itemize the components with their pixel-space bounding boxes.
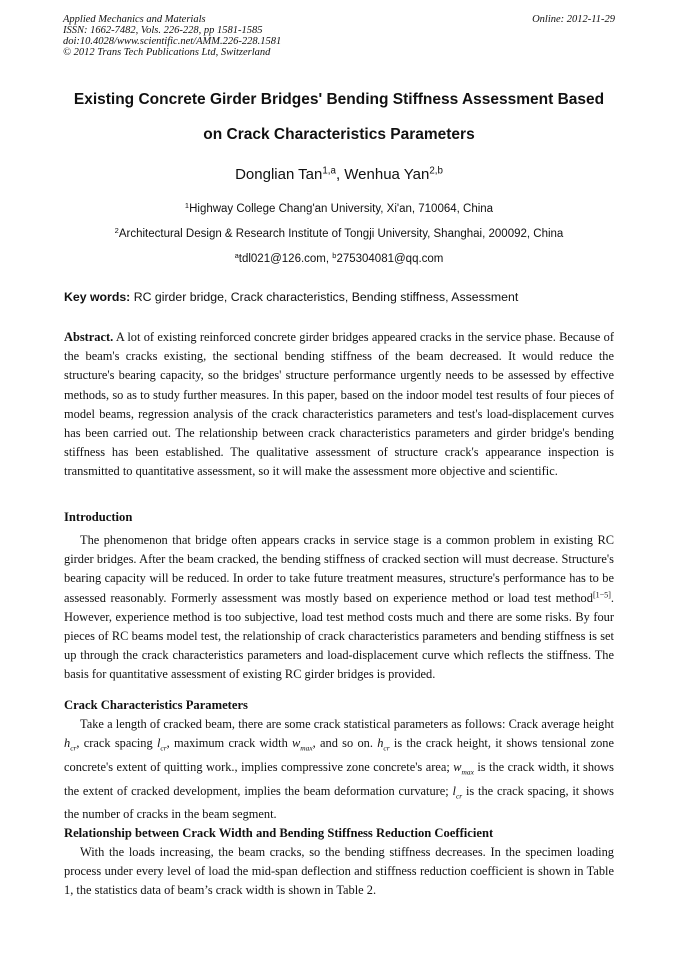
journal-header	[63, 14, 615, 58]
math-subscript: cr	[383, 743, 390, 753]
author-name: Wenhua Yan	[344, 166, 430, 183]
keywords	[64, 290, 616, 304]
paragraph-text: is the crack height, it shows tensional zone concrete's extent of quitting work., implies compressive zone concrete's area;	[64, 736, 614, 774]
keywords-text: RC girder bridge, Crack characteristics, Bending stiffness, Assessment	[130, 290, 519, 304]
author-separator: ,	[335, 166, 345, 183]
math-symbol: l	[452, 783, 456, 798]
paper-title-line-1: Existing Concrete Girder Bridges' Bending Stiffness Assessment Based	[73, 91, 605, 108]
email-marker: b	[332, 250, 337, 260]
section-heading-crack-parameters: Crack Characteristics Parameters	[64, 698, 248, 712]
paragraph-text: , maximum crack width	[166, 736, 293, 751]
email-a: tdl021@126.com,	[238, 253, 333, 265]
math-symbol: h	[64, 736, 71, 751]
email-marker: a	[234, 250, 239, 260]
author-list	[0, 166, 678, 183]
math-subscript: max	[461, 767, 474, 777]
email-b: 275304081@qq.com	[336, 253, 444, 265]
affiliation-1	[0, 200, 678, 215]
math-hcr	[377, 736, 390, 753]
math-lcr	[156, 736, 167, 753]
affiliation-text: Highway College Chang'an University, Xi'an, 710064, China	[189, 203, 494, 215]
introduction-paragraph	[64, 531, 614, 685]
affiliation-2	[0, 225, 678, 240]
affiliation-text: Architectural Design & Research Institute of Tongji University, Shanghai, 200092, China	[118, 228, 564, 240]
math-symbol: h	[377, 736, 384, 751]
abstract-label: Abstract.	[64, 330, 114, 344]
affiliation-marker: 2	[114, 225, 119, 235]
paragraph-text: is the crack spacing, it shows the number of cracks in the beam segment.	[64, 783, 614, 822]
doi-line: doi:10.4028/www.scientific.net/AMM.226-228.1581	[63, 36, 282, 47]
intro-text: . However, experience method is too subjective, load test method costs much and there are some risks. By four pieces of RC beams model test, the relationship of crack characteristics parameters and bending stiffness is set up through the crack characteristics parameters and load-displacement curve which reflects the stiffness. The basis for quantitative assessment of existing RC girder bridges is provided.	[64, 590, 614, 682]
abstract-paragraph	[64, 328, 614, 482]
keywords-label: Key words:	[64, 290, 131, 304]
journal-name: Applied Mechanics and Materials	[63, 14, 206, 25]
math-symbol: w	[453, 759, 462, 774]
copyright-line: © 2012 Trans Tech Publications Ltd, Switzerland	[63, 47, 271, 58]
citation-reference: [1−5]	[592, 590, 611, 600]
paper-title-line-2: on Crack Characteristics Parameters	[203, 126, 475, 143]
online-date: Online: 2012-11-29	[532, 14, 615, 25]
math-wmax	[453, 759, 474, 777]
email-line	[0, 250, 678, 265]
section-heading-relationship: Relationship between Crack Width and Bending Stiffness Reduction Coefficient	[64, 826, 494, 840]
paragraph-text: , and so on.	[312, 736, 378, 751]
paragraph-text: Take a length of cracked beam, there are some crack statistical parameters as follows: Crack average height	[80, 717, 614, 731]
author-name: Donglian Tan	[235, 166, 323, 183]
math-subscript: cr	[70, 743, 77, 753]
paragraph-text: is the crack width, it shows the extent of cracked development, implies the beam deformation curvature;	[64, 759, 614, 798]
math-subscript: cr	[456, 791, 463, 801]
section-heading-introduction: Introduction	[64, 510, 133, 524]
relationship-paragraph: With the loads increasing, the beam cracks, so the bending stiffness decreases. In the specimen loading process under every level of load the mid-span deflection and stiffness reduction coefficient is shown in Table 1, the statistics data of beam’s crack width is shown in Table 2.	[64, 845, 614, 898]
issn-line: ISSN: 1662-7482, Vols. 226-228, pp 1581-1585	[63, 25, 263, 36]
intro-text: The phenomenon that bridge often appears cracks in service stage is a common problem in existing RC girder bridges. After the beam cracked, the bending stiffness of cracked section will must decrease. Structure's bearing capacity will be reduced. In order to take future treatment measures, structure's performance has to be assessed reasonably. Formerly assessment was mostly based on experience method or load test method	[64, 533, 614, 605]
math-lcr	[452, 783, 463, 801]
author-affiliation-marker: 2,b	[429, 165, 443, 177]
author-affiliation-marker: 1,a	[322, 165, 336, 177]
abstract-text: A lot of existing reinforced concrete girder bridges appeared cracks in the service phase. Because of the beam's cracks existing, the sectional bending stiffness of the beam decreased. It would reduce the structure's bearing capacity, so the bridges' structure performance urgently needs to be assessed by effective methods, so as to study further measures. In this paper, based on the indoor model test results of four pieces of model beams, regression analysis of the crack characteristics parameters and test's load-displacement curves has been carried out. The relationship between crack characteristics parameters and girder bridge's bending stiffness has been established. The qualitative assessment of structure crack's appearance inspection is transmitted to quantitative assessment, so it will make the assessment more objective and scientific.	[64, 330, 614, 479]
paragraph-text: , crack spacing	[76, 736, 157, 751]
math-symbol: l	[156, 736, 161, 751]
crack-parameters-paragraph	[64, 715, 614, 824]
math-subscript: max	[300, 743, 313, 753]
math-wmax	[292, 736, 313, 753]
math-symbol: w	[292, 736, 301, 751]
affiliation-marker: 1	[184, 200, 190, 210]
math-hcr	[64, 736, 77, 753]
math-subscript: cr	[160, 743, 167, 753]
